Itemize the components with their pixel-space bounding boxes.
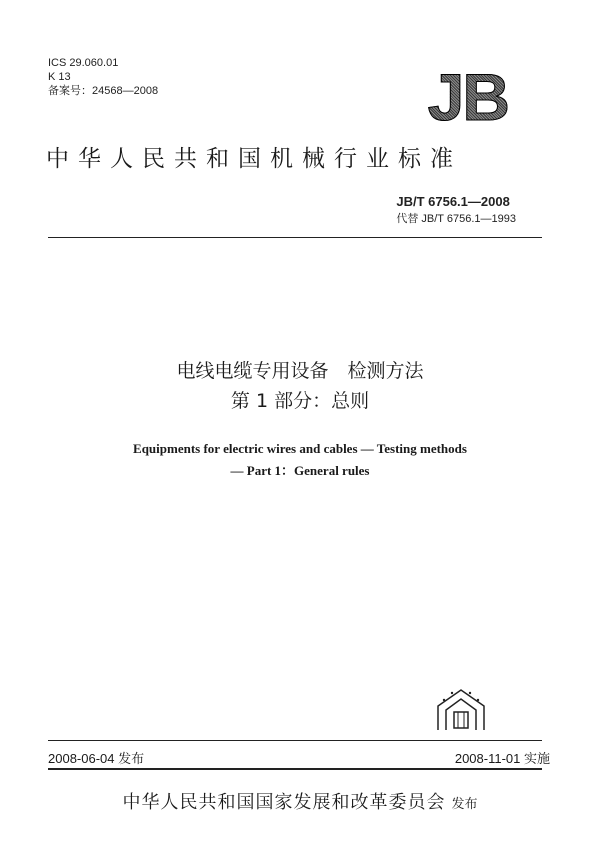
classification-codes [48,56,158,98]
title-en-line2: — Part 1：General rules [230,463,370,478]
issue-date: 2008-06-04 发布 [48,751,145,766]
replaces-standard: 代替 JB/T 6756.1—1993 [396,213,516,225]
standard-number: JB/T 6756.1—2008 [396,194,510,209]
record-number: 备案号：24568—2008 [48,85,159,97]
publisher-org: 中华人民共和国国家发展和改革委员会 [122,792,446,813]
implementation-date: 2008-11-01 实施 [454,751,550,766]
standard-type-title: 中华人民共和国机械行业标准 [46,146,462,172]
footer-divider [48,740,542,741]
publisher-emblem-icon [432,686,490,734]
standard-number-block [396,194,516,226]
footer-divider-thick [48,768,542,770]
ics-code: ICS 29.060.01 [48,57,119,69]
jb-logo: JB [427,60,508,134]
title-cn-line1: 电线电缆专用设备 检测方法 [176,360,424,382]
title-cn-line2: 第 1 部分：总则 [230,390,370,412]
header-divider [48,237,542,238]
publisher-action: 发布 [451,797,478,812]
class-code: K 13 [48,71,71,83]
title-en-line1: Equipments for electric wires and cables — Testing methods [133,441,467,456]
publisher-line [0,788,600,814]
